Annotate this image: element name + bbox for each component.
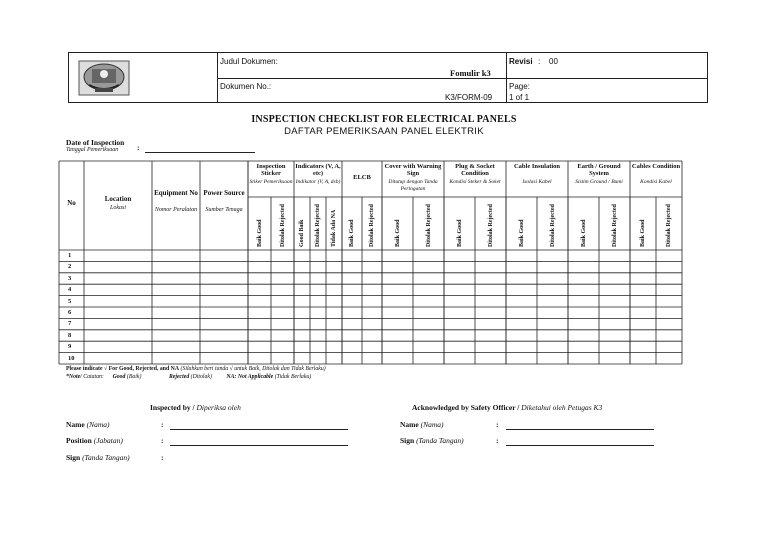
acknowledged-by-label: Acknowledged by Safety Officer / — [412, 403, 520, 412]
group-title: Cables Condition — [631, 163, 681, 170]
judul-label: Judul Dokumen: — [220, 57, 278, 66]
row-number: 4 — [68, 286, 72, 294]
col-equipment-id: Nomor Peralatan — [154, 207, 198, 213]
note-instruction-id: (Silahkan beri tanda √ untuk Baik, Ditolak dan Tidak Berlaku) — [180, 366, 326, 372]
sub-col-label: Ditolak Rejected — [549, 204, 556, 247]
dokumen-value: K3/FORM-09 — [445, 93, 493, 102]
group-title: Plug & Socket Condition — [455, 163, 495, 177]
group-title: Cover with Warning Sign — [384, 163, 442, 177]
date-sep: : — [137, 143, 140, 152]
acknowledged-by-heading — [412, 403, 602, 412]
right-name-id: (Nama) — [420, 420, 444, 429]
inspector-position-line[interactable] — [170, 445, 348, 446]
left-position-text: Position — [66, 436, 92, 445]
inspected-by-label-id: Diperiksa oleh — [196, 403, 241, 412]
sub-col-label: Ditolak Rejected — [425, 204, 432, 247]
sub-col-label: Good Baik — [299, 219, 305, 247]
left-name-sep: : — [161, 420, 164, 429]
row-number: 2 — [68, 263, 72, 271]
acknowledged-by-label-id: Diketahui oleh Petugas K3 — [521, 403, 603, 412]
page-label: Page: — [509, 82, 530, 91]
inspector-name-line[interactable] — [170, 429, 348, 430]
sub-col-label: Ditolak Rejected — [315, 204, 321, 247]
sub-col-label: Ditolak Rejected — [279, 204, 286, 247]
group-title: Cable Insulation — [513, 163, 561, 170]
group-title: Indicators (V, A, etc) — [295, 163, 341, 177]
note-line-1 — [66, 366, 326, 372]
group-title: Inspection Sticker — [256, 163, 286, 177]
date-label-id: Tanggal Pemeriksaan — [66, 147, 119, 153]
right-name-sep: : — [496, 420, 499, 429]
sub-col-label: Baik Good — [456, 219, 463, 247]
left-position-id: (Jabatan) — [93, 436, 123, 445]
col-power-header: Power Source — [203, 189, 245, 197]
sub-col-label: Ditolak Rejected — [666, 204, 672, 247]
revisi-value: 00 — [549, 57, 558, 66]
note-na-id: (Tidak Berlaku) — [274, 374, 312, 380]
group-subtitle: Kondisi Steker & Soket — [449, 179, 501, 185]
document-header — [68, 52, 708, 103]
revisi-label: Revisi — [509, 57, 533, 66]
note-good: Good — [112, 374, 126, 380]
sub-col-label: Baik Good — [518, 219, 525, 247]
group-title: Earth / Ground System — [577, 163, 621, 177]
company-logo-icon — [77, 59, 131, 97]
right-sign-sep: : — [496, 436, 499, 445]
row-number: 6 — [68, 309, 72, 316]
judul-value: Fomulir k3 — [450, 68, 491, 78]
left-name-label — [66, 420, 110, 429]
group-subtitle: Stiker Pemeriksaan — [249, 179, 293, 185]
left-sign-id: (Tanda Tangan) — [82, 453, 130, 462]
left-position-label — [66, 436, 123, 445]
row-number: 7 — [68, 320, 72, 328]
note-good-id: (Baik) — [126, 374, 142, 380]
col-location-id: Lokasi — [109, 205, 126, 211]
row-number: 8 — [68, 331, 72, 339]
sub-col-label: Ditolak Rejected — [487, 204, 494, 247]
group-subtitle: Isolasi Kabel — [522, 179, 552, 185]
sub-col-label: Baik Good — [256, 219, 263, 247]
note-label: *Note/ — [66, 374, 82, 380]
officer-name-line[interactable] — [506, 429, 654, 430]
page-value: 1 of 1 — [509, 93, 530, 102]
group-title: ELCB — [353, 174, 371, 181]
date-input-line[interactable] — [145, 152, 255, 153]
left-name-text: Name — [66, 420, 85, 429]
left-name-id: (Nama) — [86, 420, 110, 429]
sub-col-label: Baik Good — [349, 219, 355, 247]
sub-col-label: Baik Good — [394, 219, 401, 247]
form-title: INSPECTION CHECKLIST FOR ELECTRICAL PANELS — [251, 114, 517, 125]
group-subtitle: Sistim Ground / Bumi — [575, 179, 623, 185]
sub-col-label: Ditolak Rejected — [611, 204, 618, 247]
left-sign-label — [66, 453, 130, 462]
left-position-sep: : — [161, 436, 164, 445]
row-number: 9 — [68, 343, 72, 351]
date-label: Date of Inspection — [66, 138, 125, 147]
col-location-header: Location — [104, 195, 132, 203]
row-number: 1 — [68, 252, 72, 259]
row-number: 3 — [68, 274, 72, 282]
row-number: 10 — [68, 354, 75, 362]
col-equipment-header: Equipment No — [154, 189, 198, 197]
sub-col-label: Tidak Ada NA — [331, 209, 337, 247]
sub-col-label: Baik Good — [580, 219, 587, 247]
note-line-2 — [66, 374, 311, 380]
col-power-id: Sumber Tenaga — [205, 207, 243, 213]
officer-sign-line[interactable] — [506, 445, 654, 446]
inspected-by-label: Inspected by / — [150, 403, 195, 412]
revisi-sep: : — [538, 57, 541, 66]
group-subtitle: Ditutup dengan Tanda Peringatan — [388, 179, 438, 192]
note-instruction: Please indicate √ For Good, Rejected, and NA — [66, 366, 180, 372]
group-subtitle: Kondisi Kabel — [640, 179, 672, 185]
group-subtitle: Indikator (V, A, dsb) — [295, 179, 341, 185]
right-sign-text: Sign — [400, 436, 415, 445]
right-sign-id: (Tanda Tangan) — [416, 436, 464, 445]
note-rejected-id: (Ditolak) — [190, 374, 212, 380]
left-sign-text: Sign — [66, 453, 81, 462]
dokumen-label: Dokumen No.: — [220, 82, 272, 91]
right-sign-label — [400, 436, 464, 445]
col-no-header: No — [67, 199, 76, 207]
inspected-by-heading — [150, 403, 241, 412]
right-name-text: Name — [400, 420, 419, 429]
right-name-label — [400, 420, 444, 429]
sub-col-label: Ditolak Rejected — [369, 204, 375, 247]
sub-col-label: Baik Good — [640, 219, 646, 247]
row-number: 5 — [68, 297, 72, 305]
note-catatan: Catatan: — [83, 374, 104, 380]
form-subtitle: DAFTAR PEMERIKSAAN PANEL ELEKTRIK — [284, 126, 484, 137]
note-rejected: Rejected — [168, 374, 190, 380]
note-na: NA: Not Applicable — [226, 374, 274, 380]
left-sign-sep: : — [161, 453, 164, 462]
